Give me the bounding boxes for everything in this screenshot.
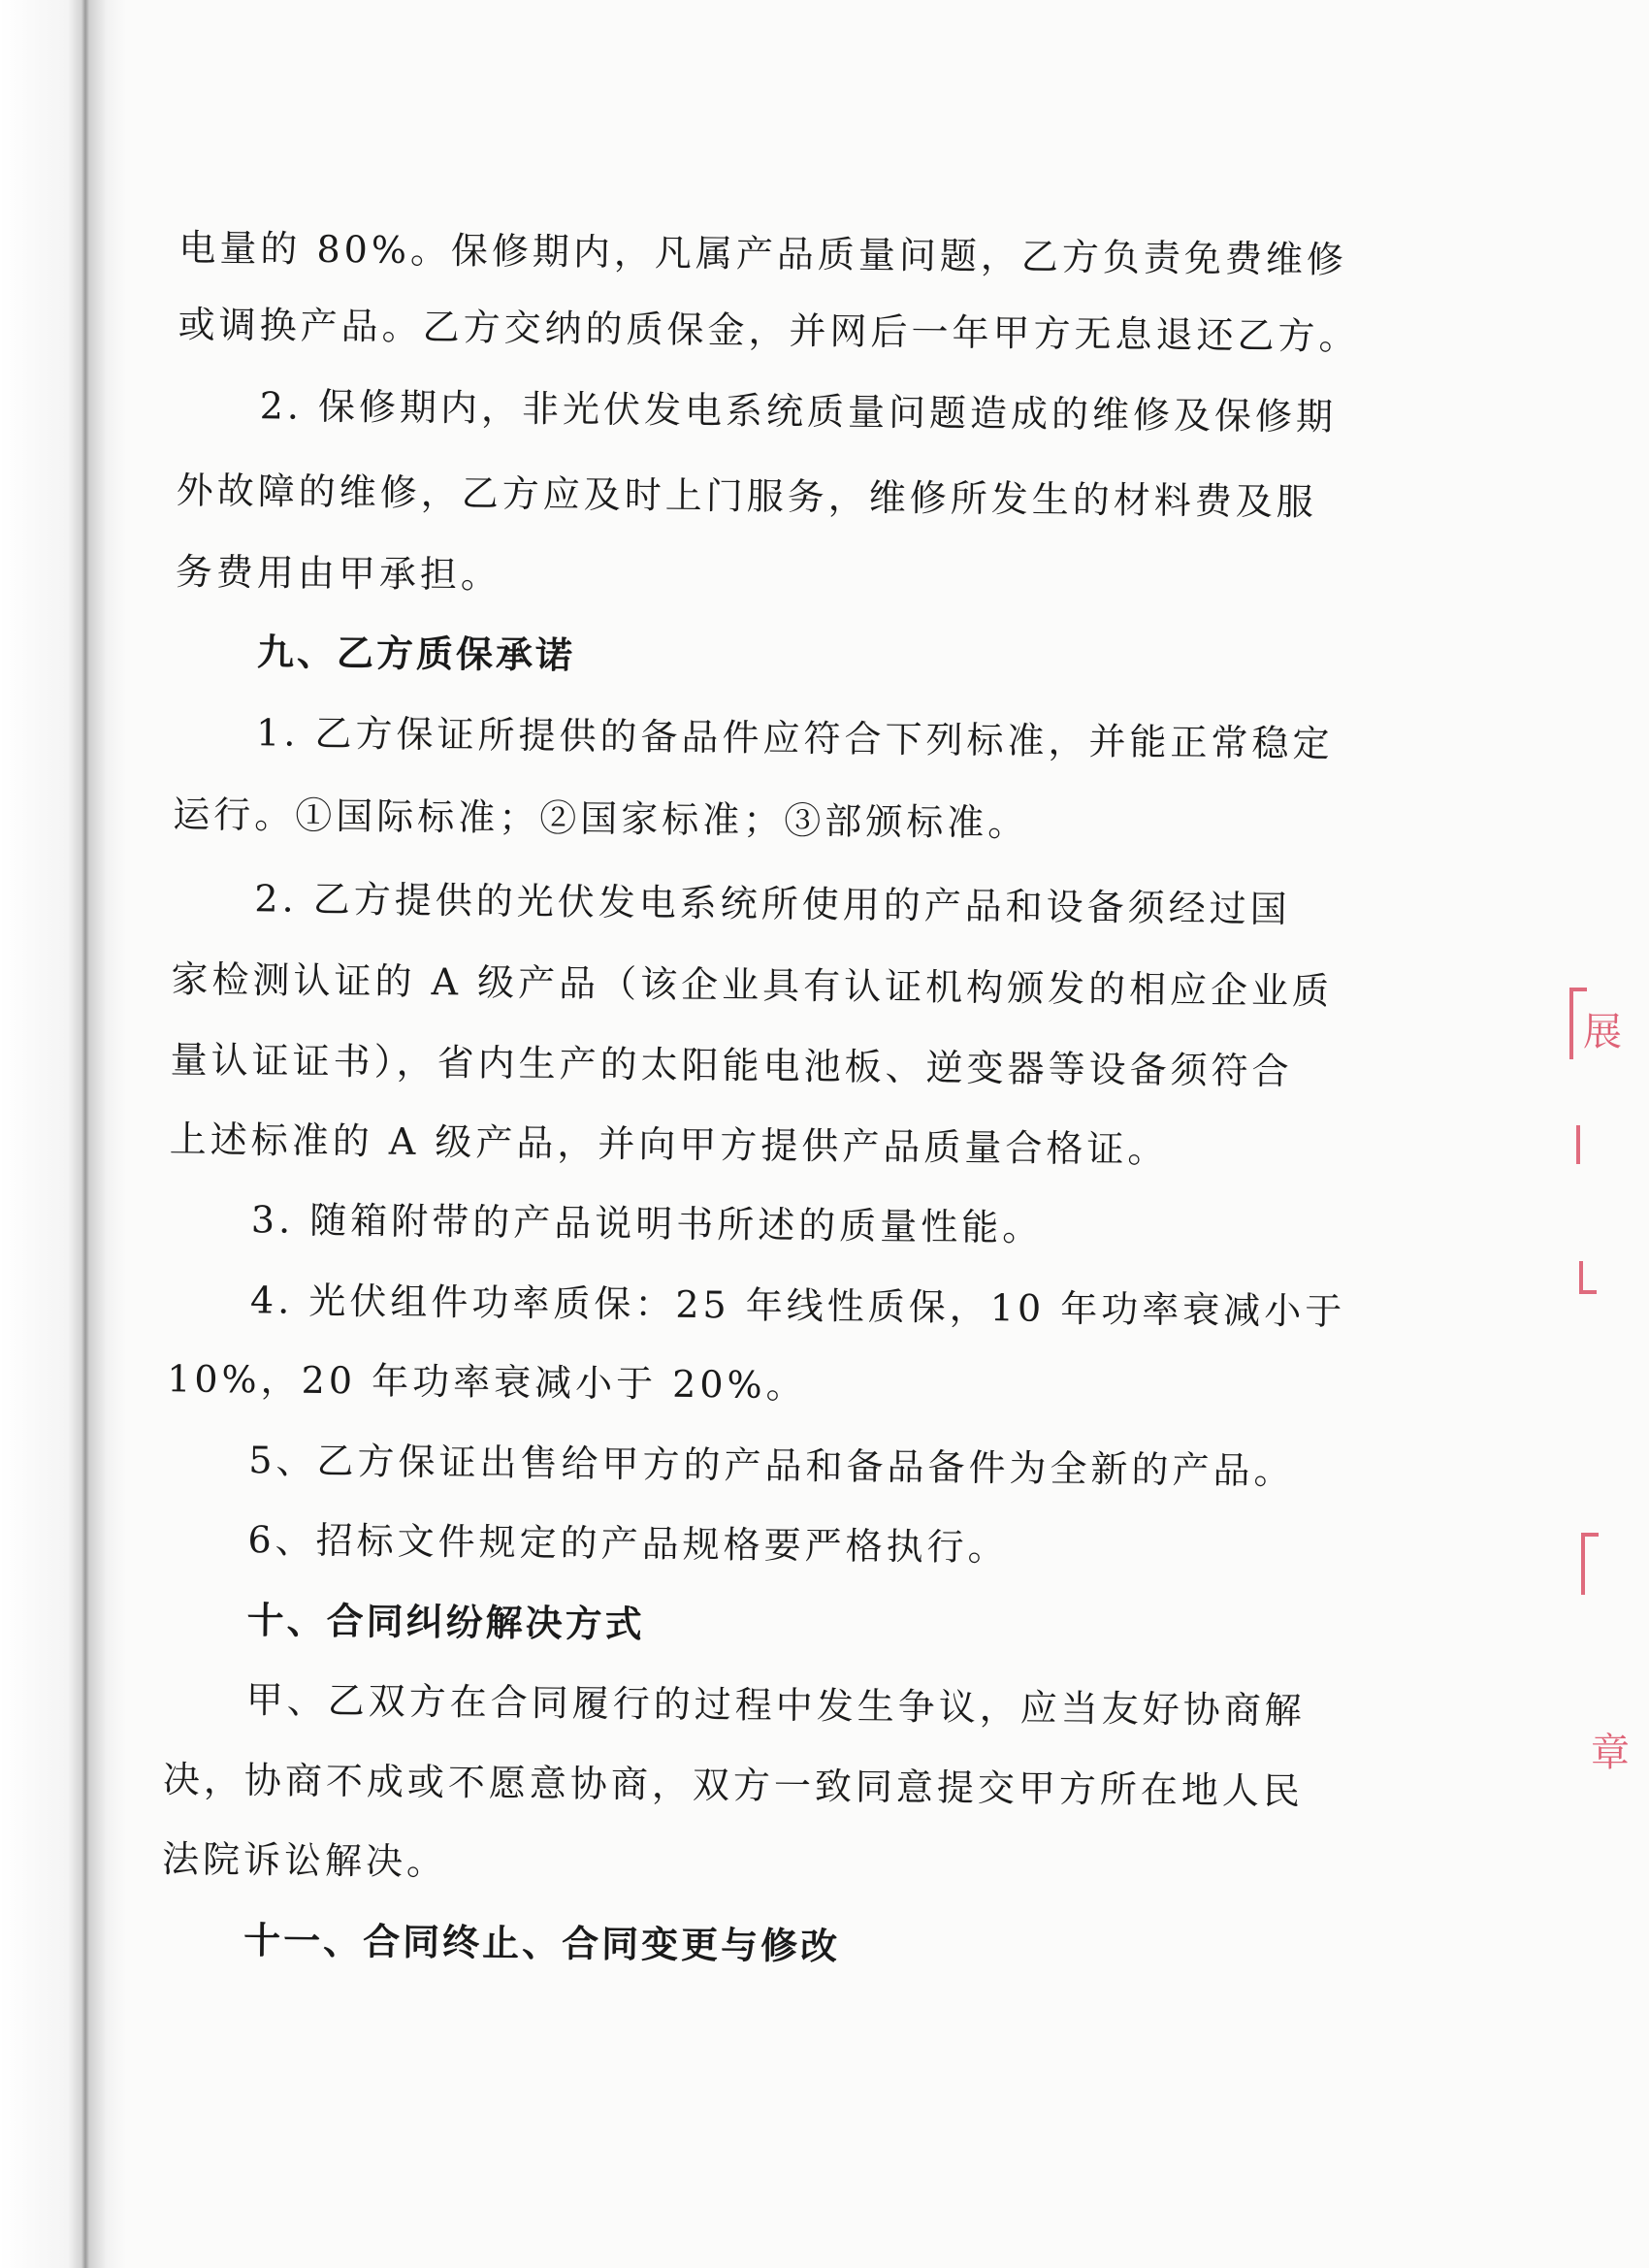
text-line: 家检测认证的 A 级产品（该企业具有认证机构颁发的相应企业质 xyxy=(171,957,1334,1013)
text-line: 或调换产品。乙方交纳的质保金，并网后一年甲方无息退还乙方。 xyxy=(178,303,1360,359)
section-heading-11: 十一、合同终止、合同变更与修改 xyxy=(242,1919,841,1968)
section-heading-9: 九、乙方质保承诺 xyxy=(256,631,576,677)
text-line: 5、乙方保证出售给甲方的产品和备品备件为全新的产品。 xyxy=(248,1439,1295,1493)
text-line: 6、招标文件规定的产品规格要严格执行。 xyxy=(247,1518,1009,1570)
text-line: 3. 随箱附带的产品说明书所述的质量性能。 xyxy=(250,1198,1044,1249)
text-line: 2. 乙方提供的光伏发电系统所使用的产品和设备须经过国 xyxy=(254,877,1291,931)
seal-bracket-low xyxy=(1579,1261,1597,1294)
text-line: 2. 保修期内，非光伏发电系统质量问题造成的维修及保修期 xyxy=(259,384,1338,438)
text-line: 量认证证书），省内生产的太阳能电池板、逆变器等设备须符合 xyxy=(170,1038,1293,1093)
seal-char-2: 章 xyxy=(1591,1731,1630,1775)
text-line: 外故障的维修，乙方应及时上门服务，维修所发生的材料费及服 xyxy=(176,469,1317,524)
text-line: 4. 光伏组件功率质保：25 年线性质保，10 年功率衰减小于 xyxy=(249,1279,1346,1334)
seal-bracket-mid xyxy=(1576,1125,1594,1164)
section-heading-10: 十、合同纠纷解决方式 xyxy=(246,1599,645,1646)
text-line: 运行。①国际标准；②国家标准；③部颁标准。 xyxy=(173,793,1029,845)
seal-bracket-bottom xyxy=(1581,1533,1599,1595)
text-line: 上述标准的 A 级产品，并向甲方提供产品质量合格证。 xyxy=(169,1118,1169,1172)
text-line: 10%，20 年功率衰减小于 20%。 xyxy=(166,1357,807,1408)
text-line: 1. 乙方保证所提供的备品件应符合下列标准，并能正常稳定 xyxy=(255,711,1334,765)
text-line: 甲、乙双方在合同履行的过程中发生争议，应当友好协商解 xyxy=(245,1678,1306,1733)
text-line: 决，协商不成或不愿意协商，双方一致同意提交甲方所在地人民 xyxy=(162,1758,1305,1813)
text-line: 电量的 80%。保修期内，凡属产品质量问题，乙方负责免费维修 xyxy=(178,226,1348,281)
seal-char-1: 展 xyxy=(1583,1010,1622,1054)
text-line: 务费用由甲承担。 xyxy=(175,550,502,597)
text-line: 法院诉讼解决。 xyxy=(161,1837,448,1884)
